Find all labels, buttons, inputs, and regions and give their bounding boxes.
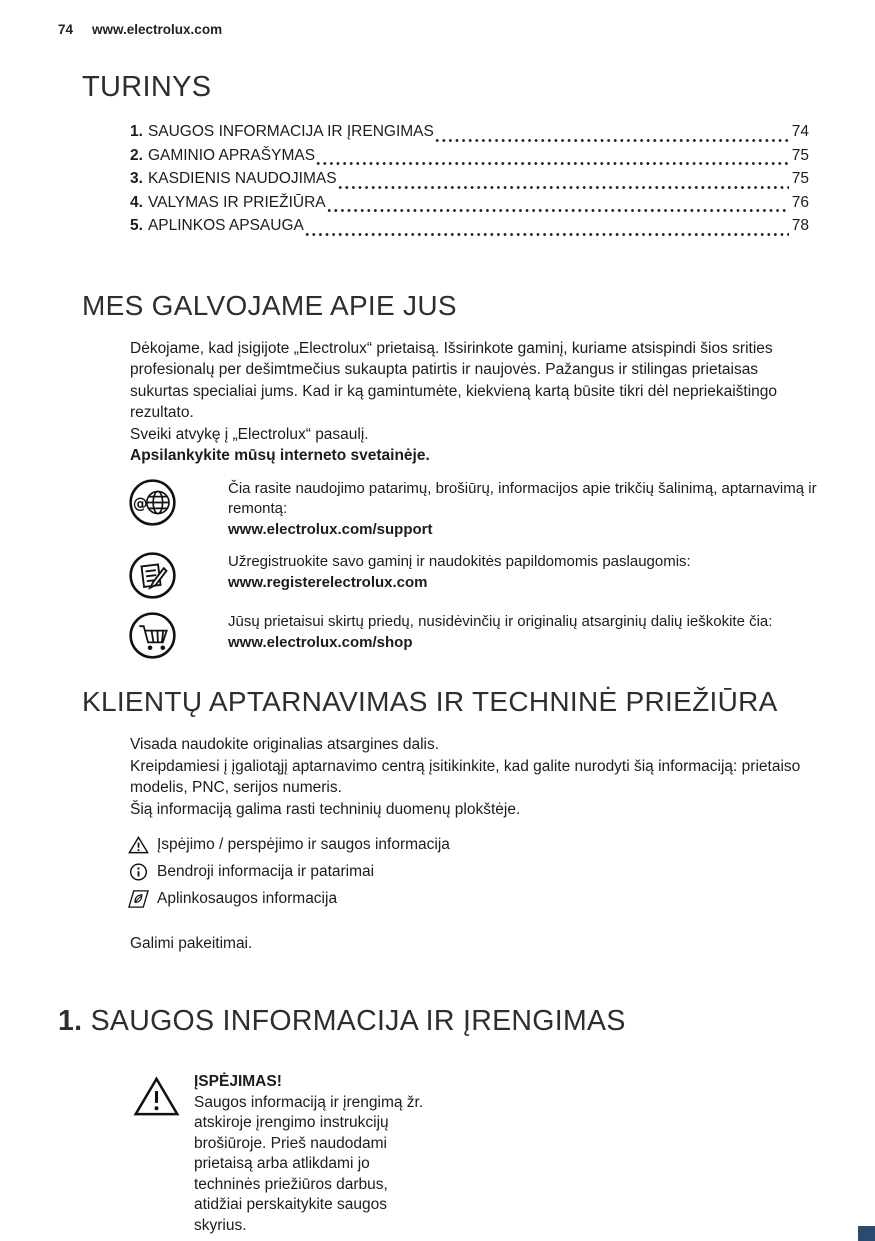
legend-row-eco — [128, 888, 875, 909]
header-site-url: www.electrolux.com — [92, 22, 223, 37]
intro-paragraph-3: Apsilankykite mūsų interneto svetainėje. — [130, 447, 430, 464]
warning-triangle-icon — [128, 835, 149, 855]
section-title-we-think: MES GALVOJAME APIE JUS — [82, 289, 457, 321]
legend-eco-text: Aplinkosaugos informacija — [157, 890, 338, 907]
register-document-icon — [128, 551, 177, 600]
globe-at-icon — [128, 478, 177, 527]
shop-url: www.electrolux.com/shop — [228, 633, 413, 651]
support-link-text — [228, 478, 828, 541]
toc-item-number: 3. — [130, 170, 143, 187]
intro-paragraphs — [130, 338, 820, 467]
toc-item-label: VALYMAS IR PRIEŽIŪRA — [147, 193, 326, 211]
toc-row — [130, 191, 809, 215]
toc-leader-dots — [305, 221, 789, 238]
toc-item-label: KASDIENIS NAUDOJIMAS — [147, 170, 337, 187]
page-corner-mark — [858, 1226, 875, 1241]
warning-body: Saugos informaciją ir įrengimą žr. atskiroje įrengimo instrukcijų brošiūroje. Prieš naudodami prietaisą arba atlikdami jo techninės priežiūros darbus, atidžiai perskaitykite saugos skyrius. — [194, 1093, 424, 1234]
shop-link-text — [228, 611, 828, 660]
legend-info-text: Bendroji informacija ir patarimai — [157, 863, 375, 880]
warning-text — [194, 1072, 432, 1236]
toc-item-number: 5. — [130, 217, 143, 234]
intro-paragraph-1: Dėkojame, kad įsigijote „Electrolux“ prietaisą. Išsirinkote gaminį, kuriame atsispindi šios srities profesionalų per dešimtmečius sukaupta patirtis ir naujovės. Pažangus ir stilingas prietaisas sukurtas specialiai jums. Kad ir ką gamintumėte, kiekvieną kartą būsite tikri dėl nepriekaištingo rezultato. — [130, 339, 777, 421]
toc-item-number: 2. — [130, 146, 143, 164]
warning-title: ĮSPĖJIMAS! — [194, 1073, 282, 1090]
support-url: www.electrolux.com/support — [228, 520, 433, 538]
page-number: 74 — [58, 22, 74, 37]
shop-text: Jūsų prietaisui skirtų priedų, nusidėvinčių ir originalių atsarginių dalių ieškokite čia: — [228, 613, 773, 630]
service-paragraph-3: Šią informaciją galima rasti techninių duomenų plokštėje. — [130, 800, 521, 818]
toc-item-page: 78 — [791, 217, 809, 234]
intro-paragraph-2: Sveiki atvykę į „Electrolux“ pasaulį. — [130, 425, 369, 443]
toc-item-number: 1. — [130, 123, 143, 140]
toc-row — [130, 120, 809, 144]
toc-item-page: 76 — [791, 193, 809, 211]
symbol-legend — [0, 834, 875, 909]
changes-note: Galimi pakeitimai. — [130, 935, 253, 952]
toc-leader-dots — [338, 174, 789, 191]
toc-row — [130, 214, 809, 238]
page-header — [0, 0, 875, 37]
warning-triangle-icon — [133, 1075, 180, 1118]
legend-row-info — [128, 861, 875, 882]
toc-item-label: APLINKOS APSAUGA — [147, 217, 304, 234]
section-title-service: KLIENTŲ APTARNAVIMAS IR TECHNINĖ PRIEŽIŪRA — [82, 686, 778, 717]
shopping-cart-icon — [128, 611, 177, 660]
table-of-contents — [130, 120, 809, 238]
register-link-row — [128, 551, 875, 600]
service-paragraph-2: Kreipdamiesi į įgaliotąjį aptarnavimo centrą įsitikinkite, kad galite nurodyti šią informaciją: prietaiso modelis, PNC, serijos numeris. — [130, 757, 801, 796]
register-url: www.registerelectrolux.com — [228, 573, 428, 591]
toc-leader-dots — [435, 127, 789, 144]
toc-title: TURINYS — [82, 71, 212, 103]
toc-leader-dots — [316, 150, 789, 167]
eco-leaf-icon — [128, 889, 149, 909]
toc-item-page: 75 — [791, 146, 809, 164]
service-paragraph-1: Visada naudokite originalias atsargines dalis. — [130, 736, 440, 753]
toc-row — [130, 144, 809, 168]
register-text: Užregistruokite savo gaminį ir naudokitės papildomomis paslaugomis: — [228, 553, 691, 570]
toc-leader-dots — [327, 197, 789, 214]
toc-item-number: 4. — [130, 193, 143, 211]
service-paragraphs — [130, 734, 820, 820]
section1-number: 1. — [58, 1005, 83, 1037]
toc-row — [130, 167, 809, 191]
svg-text:@: @ — [132, 494, 148, 512]
shop-link-row — [128, 611, 875, 660]
warning-block — [133, 1072, 875, 1236]
legend-row-warning — [128, 834, 875, 855]
register-link-text — [228, 551, 828, 600]
toc-item-page: 75 — [791, 170, 809, 187]
toc-item-label: SAUGOS INFORMACIJA IR ĮRENGIMAS — [147, 123, 434, 140]
support-link-row — [128, 478, 875, 541]
legend-warning-text: Įspėjimo / perspėjimo ir saugos informacija — [157, 836, 450, 853]
toc-item-label: GAMINIO APRAŠYMAS — [147, 146, 316, 164]
section1-title — [58, 1005, 875, 1038]
section1-title-text: SAUGOS INFORMACIJA IR ĮRENGIMAS — [82, 1005, 626, 1037]
info-icon — [128, 862, 149, 882]
support-text: Čia rasite naudojimo patarimų, brošiūrų, informacijos apie trikčių šalinimą, aptarnavimą ir remontą: — [228, 479, 817, 517]
toc-item-page: 74 — [791, 123, 809, 140]
